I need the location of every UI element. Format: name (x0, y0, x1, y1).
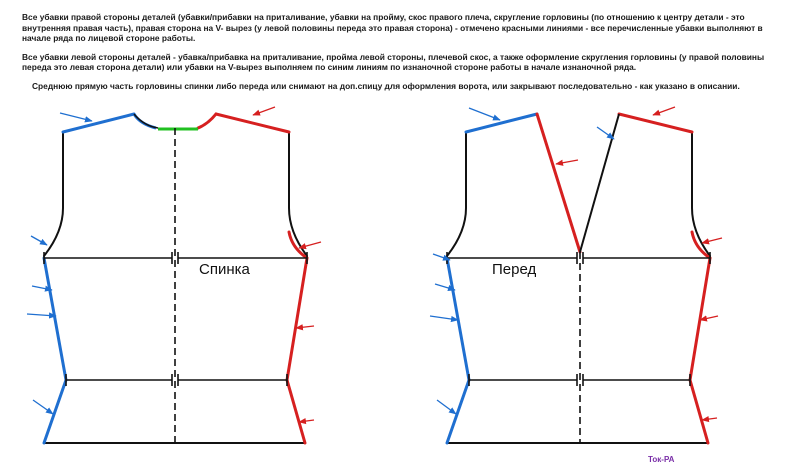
front-measure-lines (447, 252, 710, 386)
instruction-left-side: Все убавки левой стороны деталей - убавка/прибавка на приталивание, пройма левой стороны, плечевой скос, а также оформление скругления горловины (у правой половины переда это левая сторона детали) или убавки на V-вырез выполняем по синим линиям по изнаночной стороне работы в начале изнаночной ряда. (22, 51, 765, 73)
author-signature: Ток-РА (648, 455, 675, 464)
instruction-right-side: Все убавки правой стороны деталей (убавки/прибавки на приталивание, убавки на пройму, скос правого плеча, скругление горловины (по отношению к центру детали - это внутренняя правая часть), правая сторона на V- вырез (у левой половины переда это правая сторона) - отмечено красными линиями - все перечисленные убавки выполняют в начале ряда по лицевой стороне работы. (22, 12, 763, 44)
back-piece (27, 107, 321, 443)
front-label: Перед (492, 261, 537, 278)
instruction-neckline: Среднюю прямую часть горловины спинки либо переда или снимают на доп.спицу для оформления ворота, или закрывают последовательно - как указано в описании. (32, 80, 740, 91)
front-left-edges (447, 114, 710, 443)
front-outline (447, 132, 710, 443)
front-red-arrows (556, 107, 722, 420)
back-neck-left-curve (134, 114, 156, 128)
front-v-neck-right (580, 114, 619, 252)
back-left-edges (44, 114, 134, 443)
front-piece (430, 107, 722, 443)
back-right-edges (198, 114, 307, 443)
back-blue-arrows (27, 113, 92, 414)
back-label: Спинка (199, 261, 250, 278)
